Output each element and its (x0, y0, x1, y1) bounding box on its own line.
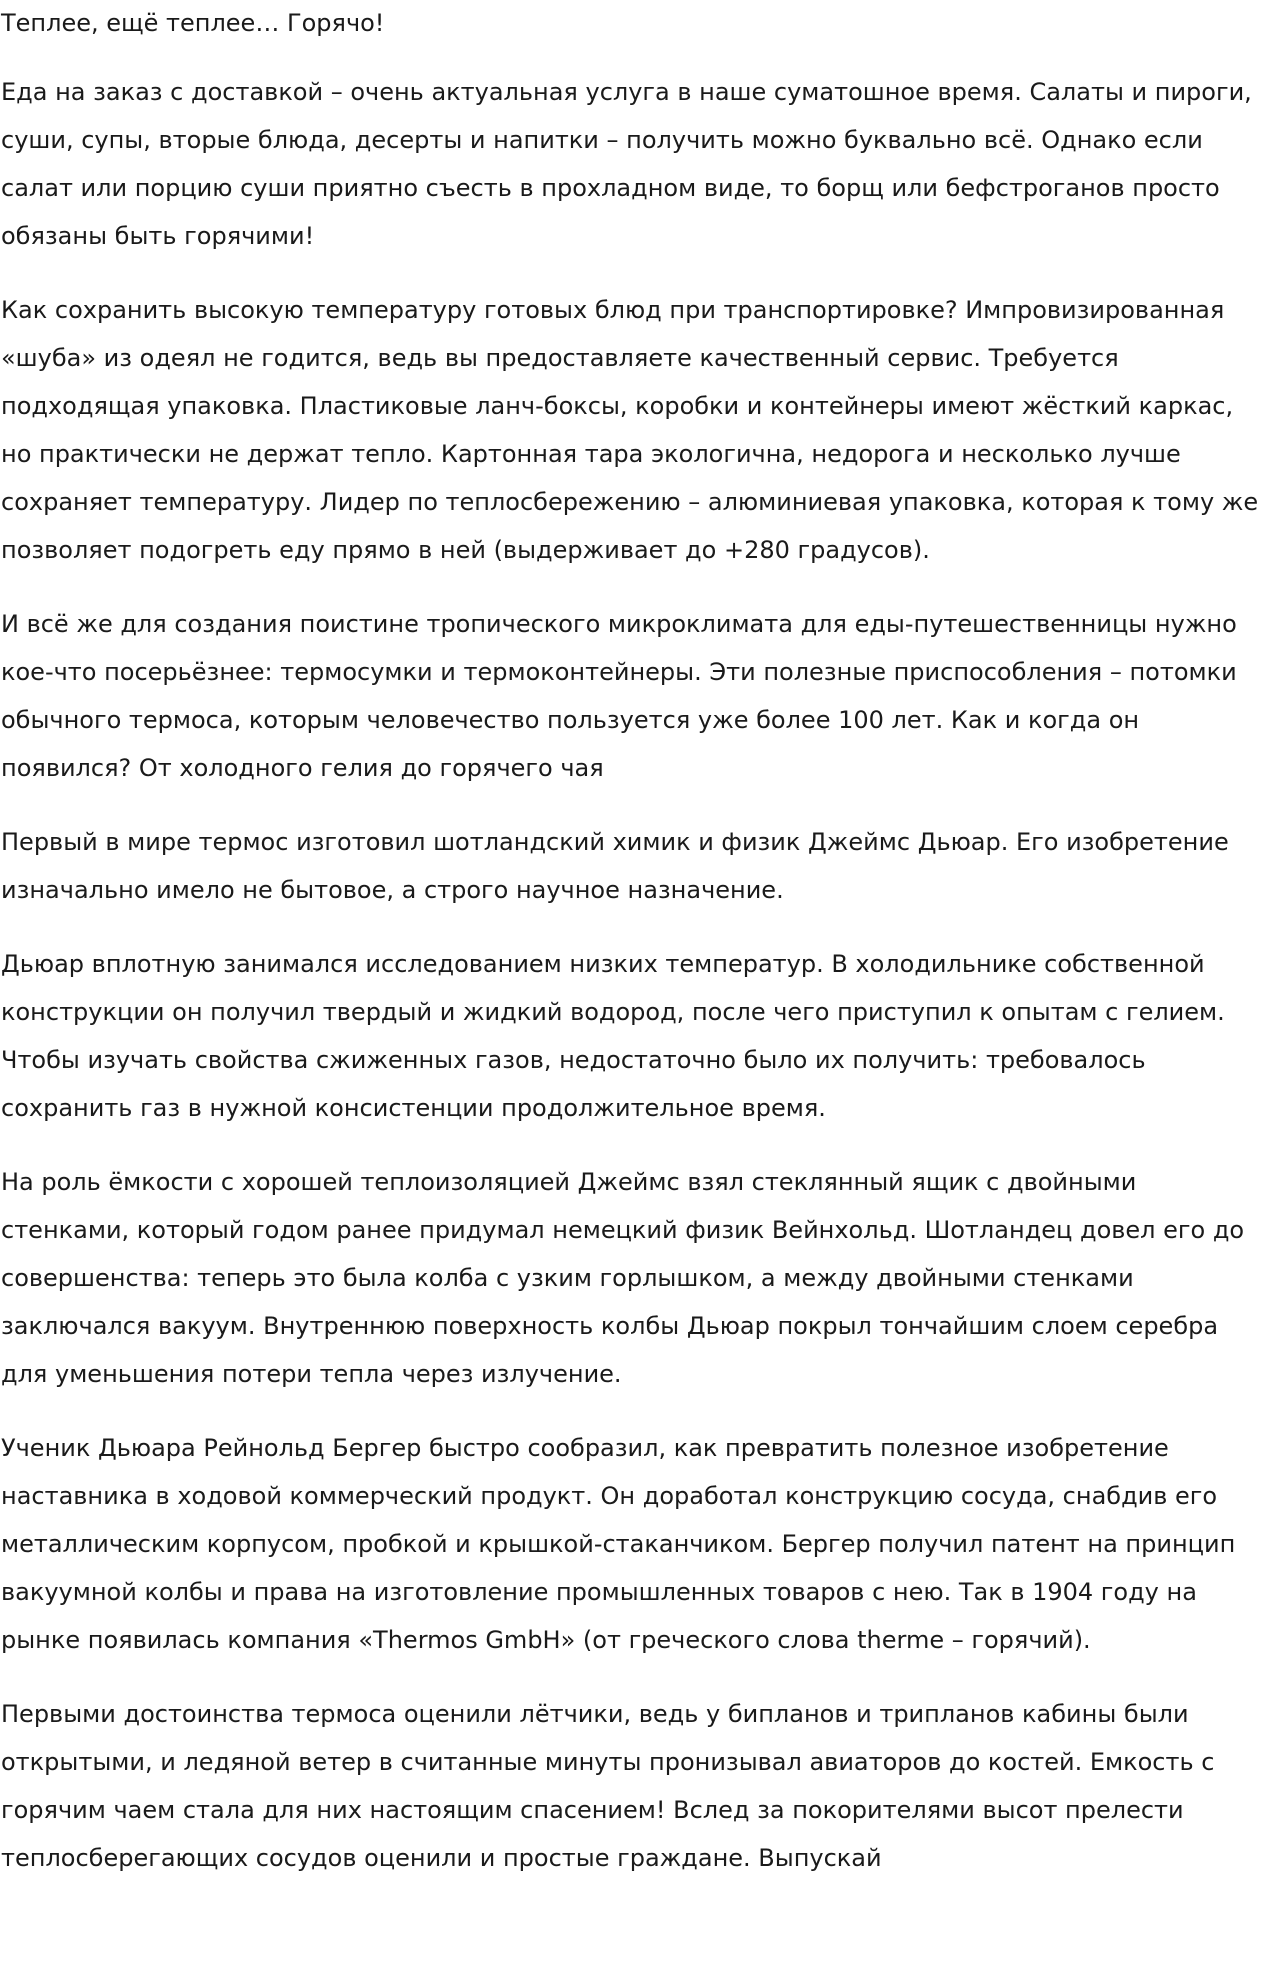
paragraph-7: Ученик Дьюара Рейнольд Бергер быстро сообразил, как превратить полезное изобретение наставника в ходовой коммерческий продукт. Он доработал конструкцию сосуда, снабдив его металлическим корпусом, пробкой и крышкой-стаканчиком. Бергер получил патент на принцип вакуумной колбы и права на изготовление промышленных товаров с нею. Так в 1904 году на рынке появилась компания «Thermos GmbH» (от греческого слова therme – горячий). (1, 1434, 1236, 1654)
paragraph-6: На роль ёмкости с хорошей теплоизоляцией Джеймс взял стеклянный ящик с двойными стенками, который годом ранее придумал немецкий физик Вейнхольд. Шотландец довел его до совершенства: теперь это была колба с узким горлышком, а между двойными стенками заключался вакуум. Внутреннюю поверхность колбы Дьюар покрыл тончайшим слоем серебра для уменьшения потери тепла через излучение. (1, 1168, 1245, 1388)
paragraph-2: Как сохранить высокую температуру готовых блюд при транспортировке? Импровизированная «шуба» из одеял не годится, ведь вы предоставляете качественный сервис. Требуется подходящая упаковка. Пластиковые ланч-боксы, коробки и контейнеры имеют жёсткий каркас, но практически не держат тепло. Картонная тара экологична, недорога и несколько лучше сохраняет температуру. Лидер по теплосбережению – алюминиевая упаковка, которая к тому же позволяет подогреть еду прямо в ней (выдерживает до +280 градусов). (1, 296, 1259, 564)
article-title: Теплее, ещё теплее… Горячо! (1, 9, 385, 37)
paragraph-1: Еда на заказ с доставкой – очень актуальная услуга в наше суматошное время. Салаты и пироги, суши, супы, вторые блюда, десерты и напитки – получить можно буквально всё. Однако если салат или порцию суши приятно съесть в прохладном виде, то борщ или бефстроганов просто обязаны быть горячими! (1, 78, 1252, 250)
paragraph-8: Первыми достоинства термоса оценили лётчики, ведь у бипланов и трипланов кабины были открытыми, и ледяной ветер в считанные минуты пронизывал авиаторов до костей. Емкость с горячим чаем стала для них настоящим спасением! Вслед за покорителями высот прелести теплосберегающих сосудов оценили и простые граждане. Выпускай (1, 1700, 1215, 1872)
paragraph-5: Дьюар вплотную занимался исследованием низких температур. В холодильнике собственной конструкции он получил твердый и жидкий водород, после чего приступил к опытам с гелием. Чтобы изучать свойства сжиженных газов, недостаточно было их получить: требовалось сохранить газ в нужной консистенции продолжительное время. (1, 950, 1225, 1122)
article (1, 4, 1267, 1908)
paragraph-3: И всё же для создания поистине тропического микроклимата для еды-путешественницы нужно кое-что посерьёзнее: термосумки и термоконтейнеры. Эти полезные приспособления – потомки обычного термоса, которым человечество пользуется уже более 100 лет. Как и когда он появился? От холодного гелия до горячего чая (1, 610, 1237, 782)
paragraph-4: Первый в мире термос изготовил шотландский химик и физик Джеймс Дьюар. Его изобретение изначально имело не бытовое, а строго научное назначение. (1, 828, 1229, 904)
